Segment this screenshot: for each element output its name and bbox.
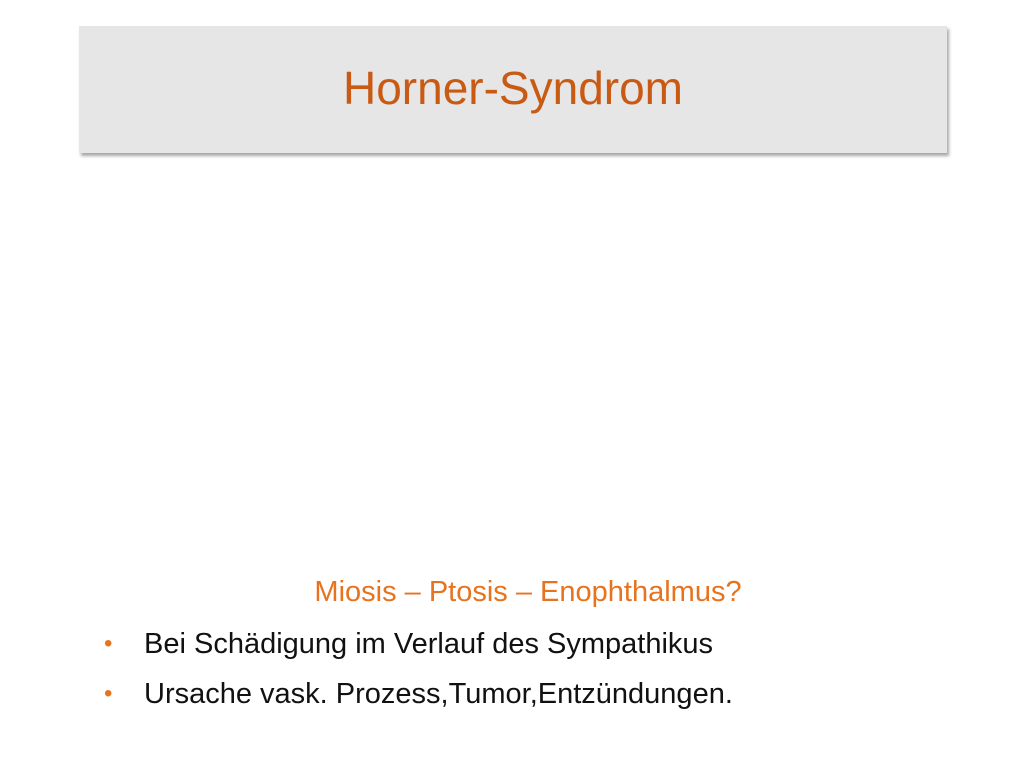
- slide-subtitle: Miosis – Ptosis – Enophthalmus?: [314, 576, 742, 608]
- bullet-icon: •: [104, 680, 113, 707]
- bullet-text: Bei Schädigung im Verlauf des Sympathikus: [144, 628, 714, 660]
- title-box: [79, 26, 947, 153]
- slide-title: Horner-Syndrom: [343, 61, 683, 114]
- bullet-item: [104, 624, 733, 664]
- bullet-list: [104, 624, 733, 724]
- bullet-text: Ursache vask. Prozess,Tumor,Entzündungen.: [144, 678, 733, 710]
- bullet-icon: •: [104, 630, 113, 657]
- bullet-item: [104, 674, 733, 714]
